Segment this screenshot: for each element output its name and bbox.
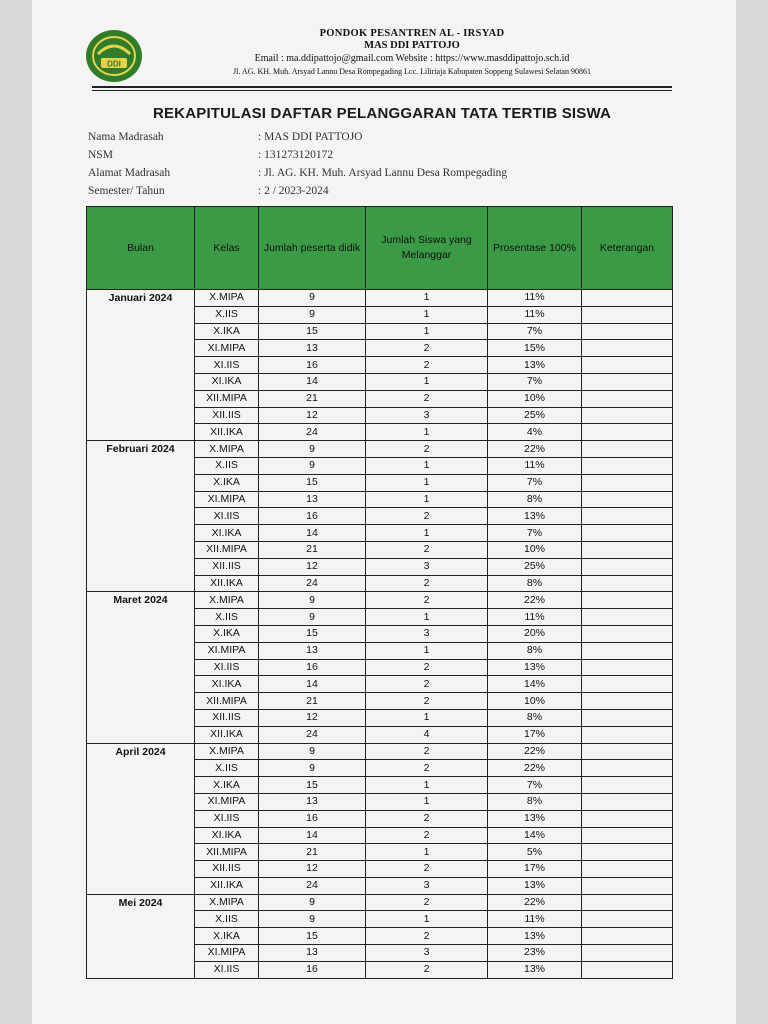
keterangan-cell	[582, 357, 673, 374]
jumlah-peserta-cell: 12	[259, 558, 366, 575]
jumlah-melanggar-cell: 1	[366, 306, 488, 323]
kelas-cell: X.MIPA	[195, 894, 259, 911]
kelas-cell: XII.IKA	[195, 424, 259, 441]
kelas-cell: X.IKA	[195, 474, 259, 491]
keterangan-cell	[582, 894, 673, 911]
jumlah-melanggar-cell: 1	[366, 424, 488, 441]
info-value: : MAS DDI PATTOJO	[258, 131, 363, 143]
month-cell: Mei 2024	[87, 894, 195, 978]
kelas-cell: X.IKA	[195, 928, 259, 945]
jumlah-peserta-cell: 24	[259, 877, 366, 894]
kelas-cell: XII.IKA	[195, 575, 259, 592]
prosentase-cell: 8%	[488, 642, 582, 659]
kelas-cell: XI.IIS	[195, 659, 259, 676]
jumlah-melanggar-cell: 2	[366, 928, 488, 945]
keterangan-cell	[582, 424, 673, 441]
prosentase-cell: 23%	[488, 945, 582, 962]
kelas-cell: XI.IIS	[195, 810, 259, 827]
prosentase-cell: 14%	[488, 676, 582, 693]
jumlah-peserta-cell: 15	[259, 474, 366, 491]
kelas-cell: XI.IKA	[195, 525, 259, 542]
violation-table	[86, 206, 673, 979]
jumlah-melanggar-cell: 3	[366, 945, 488, 962]
prosentase-cell: 22%	[488, 894, 582, 911]
keterangan-cell	[582, 373, 673, 390]
jumlah-peserta-cell: 13	[259, 945, 366, 962]
info-value: : 2 / 2023-2024	[258, 185, 329, 197]
jumlah-peserta-cell: 9	[259, 894, 366, 911]
contact-line: Email : ma.ddipattojo@gmail.com Website : https://www.masddipattojo.sch.id	[254, 53, 570, 64]
kelas-cell: XI.IKA	[195, 827, 259, 844]
jumlah-peserta-cell: 24	[259, 726, 366, 743]
jumlah-peserta-cell: 21	[259, 693, 366, 710]
kelas-cell: X.MIPA	[195, 290, 259, 307]
keterangan-cell	[582, 525, 673, 542]
keterangan-cell	[582, 457, 673, 474]
jumlah-melanggar-cell: 1	[366, 525, 488, 542]
letterhead	[152, 28, 672, 76]
jumlah-melanggar-cell: 4	[366, 726, 488, 743]
table-header-row	[87, 207, 673, 290]
jumlah-peserta-cell: 9	[259, 760, 366, 777]
jumlah-melanggar-cell: 2	[366, 508, 488, 525]
jumlah-peserta-cell: 14	[259, 525, 366, 542]
prosentase-cell: 17%	[488, 726, 582, 743]
school-logo	[86, 30, 142, 82]
kelas-cell: XII.IIS	[195, 558, 259, 575]
document-title: REKAPITULASI DAFTAR PELANGGARAN TATA TERTIB SISWA	[152, 105, 612, 122]
prosentase-cell: 7%	[488, 777, 582, 794]
prosentase-cell: 22%	[488, 441, 582, 458]
kelas-cell: X.MIPA	[195, 592, 259, 609]
table-row	[87, 894, 673, 911]
jumlah-melanggar-cell: 2	[366, 676, 488, 693]
kelas-cell: XI.IKA	[195, 676, 259, 693]
jumlah-peserta-cell: 9	[259, 441, 366, 458]
kelas-cell: XI.MIPA	[195, 340, 259, 357]
jumlah-melanggar-cell: 1	[366, 457, 488, 474]
info-label: Alamat Madrasah	[88, 167, 171, 179]
table-row	[87, 743, 673, 760]
keterangan-cell	[582, 474, 673, 491]
kelas-cell: X.IIS	[195, 609, 259, 626]
jumlah-melanggar-cell: 1	[366, 911, 488, 928]
kelas-cell: XI.IIS	[195, 357, 259, 374]
jumlah-melanggar-cell: 2	[366, 861, 488, 878]
jumlah-melanggar-cell: 2	[366, 894, 488, 911]
month-cell: Februari 2024	[87, 441, 195, 592]
table-row	[87, 290, 673, 307]
prosentase-cell: 8%	[488, 793, 582, 810]
jumlah-peserta-cell: 13	[259, 642, 366, 659]
kelas-cell: XI.MIPA	[195, 945, 259, 962]
jumlah-peserta-cell: 9	[259, 743, 366, 760]
jumlah-peserta-cell: 14	[259, 676, 366, 693]
keterangan-cell	[582, 945, 673, 962]
jumlah-peserta-cell: 16	[259, 508, 366, 525]
prosentase-cell: 17%	[488, 861, 582, 878]
jumlah-peserta-cell: 12	[259, 861, 366, 878]
ddi-emblem-icon	[86, 30, 142, 82]
jumlah-melanggar-cell: 1	[366, 491, 488, 508]
letterhead-rule-thin	[92, 90, 672, 91]
kelas-cell: X.MIPA	[195, 441, 259, 458]
jumlah-melanggar-cell: 1	[366, 323, 488, 340]
keterangan-cell	[582, 642, 673, 659]
jumlah-peserta-cell: 9	[259, 290, 366, 307]
keterangan-cell	[582, 340, 673, 357]
keterangan-cell	[582, 844, 673, 861]
prosentase-cell: 22%	[488, 743, 582, 760]
jumlah-melanggar-cell: 2	[366, 760, 488, 777]
header-keterangan: Keterangan	[582, 207, 673, 290]
prosentase-cell: 10%	[488, 693, 582, 710]
info-row	[88, 182, 648, 200]
kelas-cell: X.IIS	[195, 911, 259, 928]
keterangan-cell	[582, 508, 673, 525]
kelas-cell: XII.MIPA	[195, 541, 259, 558]
jumlah-melanggar-cell: 2	[366, 827, 488, 844]
jumlah-peserta-cell: 13	[259, 340, 366, 357]
keterangan-cell	[582, 323, 673, 340]
jumlah-melanggar-cell: 2	[366, 743, 488, 760]
info-row	[88, 128, 648, 146]
keterangan-cell	[582, 777, 673, 794]
keterangan-cell	[582, 693, 673, 710]
prosentase-cell: 8%	[488, 709, 582, 726]
jumlah-melanggar-cell: 1	[366, 793, 488, 810]
jumlah-peserta-cell: 15	[259, 777, 366, 794]
info-value: : 131273120172	[258, 149, 334, 161]
kelas-cell: XII.IKA	[195, 877, 259, 894]
kelas-cell: XII.MIPA	[195, 844, 259, 861]
jumlah-peserta-cell: 14	[259, 827, 366, 844]
jumlah-peserta-cell: 24	[259, 424, 366, 441]
kelas-cell: XI.MIPA	[195, 793, 259, 810]
jumlah-peserta-cell: 24	[259, 575, 366, 592]
keterangan-cell	[582, 407, 673, 424]
jumlah-melanggar-cell: 3	[366, 877, 488, 894]
keterangan-cell	[582, 743, 673, 760]
jumlah-melanggar-cell: 2	[366, 541, 488, 558]
keterangan-cell	[582, 709, 673, 726]
kelas-cell: X.IIS	[195, 760, 259, 777]
kelas-cell: X.IIS	[195, 306, 259, 323]
header-jumlah-peserta: Jumlah peserta didik	[259, 207, 366, 290]
keterangan-cell	[582, 441, 673, 458]
jumlah-melanggar-cell: 2	[366, 961, 488, 978]
keterangan-cell	[582, 290, 673, 307]
kelas-cell: X.IKA	[195, 323, 259, 340]
header-bulan: Bulan	[87, 207, 195, 290]
jumlah-melanggar-cell: 2	[366, 810, 488, 827]
jumlah-peserta-cell: 9	[259, 457, 366, 474]
kelas-cell: X.IKA	[195, 777, 259, 794]
kelas-cell: X.MIPA	[195, 743, 259, 760]
jumlah-melanggar-cell: 1	[366, 777, 488, 794]
prosentase-cell: 15%	[488, 340, 582, 357]
prosentase-cell: 7%	[488, 525, 582, 542]
jumlah-peserta-cell: 15	[259, 928, 366, 945]
jumlah-peserta-cell: 13	[259, 491, 366, 508]
jumlah-melanggar-cell: 2	[366, 575, 488, 592]
prosentase-cell: 25%	[488, 558, 582, 575]
jumlah-peserta-cell: 9	[259, 609, 366, 626]
kelas-cell: X.IKA	[195, 625, 259, 642]
keterangan-cell	[582, 306, 673, 323]
prosentase-cell: 7%	[488, 474, 582, 491]
keterangan-cell	[582, 726, 673, 743]
jumlah-melanggar-cell: 1	[366, 474, 488, 491]
jumlah-melanggar-cell: 2	[366, 340, 488, 357]
prosentase-cell: 11%	[488, 306, 582, 323]
header-jumlah-melanggar: Jumlah Siswa yang Melanggar	[366, 207, 488, 290]
jumlah-peserta-cell: 21	[259, 844, 366, 861]
jumlah-melanggar-cell: 3	[366, 625, 488, 642]
prosentase-cell: 11%	[488, 290, 582, 307]
keterangan-cell	[582, 877, 673, 894]
header-prosentase: Prosentase 100%	[488, 207, 582, 290]
jumlah-peserta-cell: 16	[259, 659, 366, 676]
jumlah-melanggar-cell: 1	[366, 709, 488, 726]
prosentase-cell: 13%	[488, 659, 582, 676]
jumlah-melanggar-cell: 2	[366, 592, 488, 609]
info-value: : Jl. AG. KH. Muh. Arsyad Lannu Desa Rompegading	[258, 167, 508, 179]
prosentase-cell: 11%	[488, 609, 582, 626]
prosentase-cell: 11%	[488, 911, 582, 928]
kelas-cell: XII.IIS	[195, 709, 259, 726]
logo-text: DDI	[107, 59, 121, 69]
keterangan-cell	[582, 541, 673, 558]
kelas-cell: XII.IIS	[195, 407, 259, 424]
prosentase-cell: 13%	[488, 357, 582, 374]
kelas-cell: XI.MIPA	[195, 491, 259, 508]
month-cell: Januari 2024	[87, 290, 195, 441]
jumlah-melanggar-cell: 2	[366, 390, 488, 407]
prosentase-cell: 25%	[488, 407, 582, 424]
kelas-cell: XII.IIS	[195, 861, 259, 878]
month-cell: April 2024	[87, 743, 195, 894]
table-row	[87, 592, 673, 609]
info-label: Semester/ Tahun	[88, 185, 165, 197]
prosentase-cell: 10%	[488, 541, 582, 558]
month-cell: Maret 2024	[87, 592, 195, 743]
keterangan-cell	[582, 625, 673, 642]
jumlah-peserta-cell: 13	[259, 793, 366, 810]
keterangan-cell	[582, 676, 673, 693]
jumlah-melanggar-cell: 3	[366, 407, 488, 424]
jumlah-peserta-cell: 9	[259, 911, 366, 928]
jumlah-peserta-cell: 12	[259, 709, 366, 726]
institution-name: PONDOK PESANTREN AL - IRSYAD	[319, 28, 505, 39]
letterhead-rule	[92, 86, 672, 88]
address-line: Jl. AG. KH. Muh. Arsyad Lannu Desa Rompegading Lcc. Liliriaja Kabupaten Soppeng Sulawesi Selatan 90861	[233, 67, 591, 76]
jumlah-peserta-cell: 16	[259, 810, 366, 827]
prosentase-cell: 4%	[488, 424, 582, 441]
keterangan-cell	[582, 558, 673, 575]
keterangan-cell	[582, 961, 673, 978]
kelas-cell: XI.IIS	[195, 508, 259, 525]
info-label: NSM	[88, 149, 113, 161]
prosentase-cell: 22%	[488, 760, 582, 777]
kelas-cell: XII.MIPA	[195, 390, 259, 407]
keterangan-cell	[582, 390, 673, 407]
prosentase-cell: 11%	[488, 457, 582, 474]
kelas-cell: XI.IKA	[195, 373, 259, 390]
kelas-cell: XI.IIS	[195, 961, 259, 978]
jumlah-peserta-cell: 14	[259, 373, 366, 390]
jumlah-peserta-cell: 9	[259, 306, 366, 323]
prosentase-cell: 14%	[488, 827, 582, 844]
school-name: MAS DDI PATTOJO	[364, 40, 460, 51]
kelas-cell: XII.IKA	[195, 726, 259, 743]
jumlah-peserta-cell: 12	[259, 407, 366, 424]
jumlah-melanggar-cell: 2	[366, 659, 488, 676]
keterangan-cell	[582, 928, 673, 945]
jumlah-melanggar-cell: 2	[366, 693, 488, 710]
jumlah-melanggar-cell: 2	[366, 441, 488, 458]
keterangan-cell	[582, 861, 673, 878]
jumlah-peserta-cell: 21	[259, 390, 366, 407]
document-page	[32, 0, 736, 1024]
jumlah-melanggar-cell: 1	[366, 844, 488, 861]
info-label: Nama Madrasah	[88, 131, 164, 143]
jumlah-peserta-cell: 15	[259, 323, 366, 340]
prosentase-cell: 20%	[488, 625, 582, 642]
jumlah-melanggar-cell: 1	[366, 609, 488, 626]
jumlah-melanggar-cell: 3	[366, 558, 488, 575]
keterangan-cell	[582, 827, 673, 844]
keterangan-cell	[582, 575, 673, 592]
keterangan-cell	[582, 911, 673, 928]
jumlah-peserta-cell: 9	[259, 592, 366, 609]
info-row	[88, 164, 648, 182]
prosentase-cell: 8%	[488, 575, 582, 592]
jumlah-peserta-cell: 16	[259, 961, 366, 978]
table-row	[87, 441, 673, 458]
header-kelas: Kelas	[195, 207, 259, 290]
info-row	[88, 146, 648, 164]
kelas-cell: X.IIS	[195, 457, 259, 474]
prosentase-cell: 7%	[488, 323, 582, 340]
prosentase-cell: 13%	[488, 810, 582, 827]
keterangan-cell	[582, 659, 673, 676]
prosentase-cell: 13%	[488, 961, 582, 978]
jumlah-melanggar-cell: 1	[366, 373, 488, 390]
keterangan-cell	[582, 810, 673, 827]
keterangan-cell	[582, 592, 673, 609]
kelas-cell: XI.MIPA	[195, 642, 259, 659]
jumlah-peserta-cell: 15	[259, 625, 366, 642]
keterangan-cell	[582, 609, 673, 626]
jumlah-melanggar-cell: 1	[366, 290, 488, 307]
school-info	[88, 128, 648, 200]
keterangan-cell	[582, 793, 673, 810]
prosentase-cell: 22%	[488, 592, 582, 609]
jumlah-melanggar-cell: 2	[366, 357, 488, 374]
prosentase-cell: 13%	[488, 508, 582, 525]
keterangan-cell	[582, 760, 673, 777]
prosentase-cell: 5%	[488, 844, 582, 861]
prosentase-cell: 13%	[488, 877, 582, 894]
prosentase-cell: 10%	[488, 390, 582, 407]
jumlah-peserta-cell: 16	[259, 357, 366, 374]
jumlah-peserta-cell: 21	[259, 541, 366, 558]
prosentase-cell: 13%	[488, 928, 582, 945]
kelas-cell: XII.MIPA	[195, 693, 259, 710]
jumlah-melanggar-cell: 1	[366, 642, 488, 659]
prosentase-cell: 8%	[488, 491, 582, 508]
prosentase-cell: 7%	[488, 373, 582, 390]
keterangan-cell	[582, 491, 673, 508]
